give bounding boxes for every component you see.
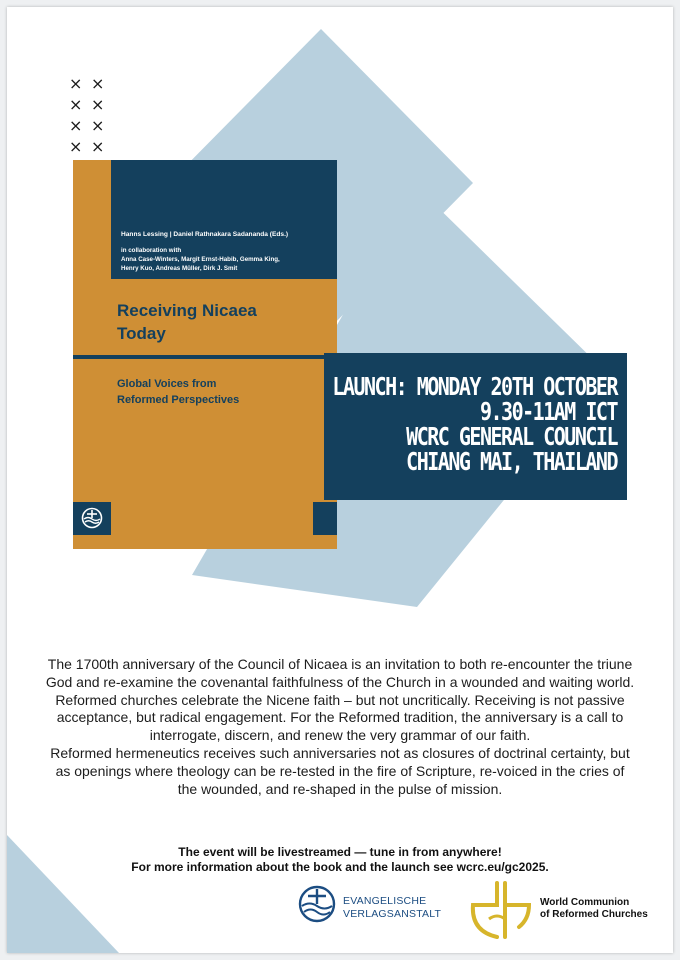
launch-location: CHIANG MAI, THAILAND	[406, 446, 617, 476]
body-text	[45, 656, 635, 798]
x-mark-icon: ×	[91, 137, 105, 156]
x-mark-icon: ×	[91, 74, 105, 93]
book-title-line: Receiving Nicaea	[117, 301, 257, 320]
x-mark-icon: ×	[69, 116, 83, 135]
event-info	[45, 845, 635, 875]
wcrc-logo-line: of Reformed Churches	[540, 909, 648, 920]
launch-date: LAUNCH: MONDAY 20TH OCTOBER	[332, 371, 617, 401]
book-bottom-right-block	[313, 502, 337, 535]
book-collab-line: Anna Case-Winters, Margit Ernst-Habib, Gemma King,	[121, 256, 280, 263]
book-collaborators	[121, 246, 335, 273]
book-cover	[73, 160, 337, 549]
x-mark-icon: ×	[69, 74, 83, 93]
launch-banner	[324, 353, 627, 500]
eva-logo-line: VERLAGSANSTALT	[343, 908, 442, 920]
x-mark-grid	[69, 73, 113, 157]
wcrc-logo-text	[540, 897, 673, 921]
x-mark-icon: ×	[91, 116, 105, 135]
more-info-note: For more information about the book and the launch see wcrc.eu/gc2025.	[131, 860, 549, 874]
book-title-line: Today	[117, 324, 166, 343]
launch-event: WCRC GENERAL COUNCIL	[406, 421, 617, 451]
book-editors: Hanns Lessing | Daniel Rathnakara Sadananda (Eds.)	[121, 231, 289, 238]
book-divider	[73, 355, 337, 359]
livestream-note: The event will be livestreamed — tune in from anywhere!	[178, 845, 502, 859]
book-bottom-left-block	[73, 502, 111, 535]
poster	[7, 7, 673, 953]
book-subtitle	[117, 376, 327, 408]
x-mark-icon: ×	[69, 95, 83, 114]
eva-logo-line: EVANGELISCHE	[343, 895, 427, 907]
x-mark-icon: ×	[69, 137, 83, 156]
eva-logo-icon	[297, 884, 337, 924]
book-title	[117, 299, 327, 345]
wcrc-logo-icon	[467, 879, 533, 941]
book-collab-intro: in collaboration with	[121, 247, 182, 254]
x-mark-icon: ×	[91, 95, 105, 114]
book-collab-line: Henry Kuo, Andreas Müller, Dirk J. Smit	[121, 265, 238, 272]
wcrc-logo-line: World Communion	[540, 897, 630, 908]
body-paragraph: The 1700th anniversary of the Council of Nicaea is an invitation to both re-encounter the triune God and re-examine the covenantal faithfulness of the Church in a wounded and waiting world.	[45, 656, 635, 690]
book-subtitle-line: Global Voices from	[117, 378, 217, 390]
eva-logo-text	[343, 895, 453, 921]
launch-time: 9.30-11AM ICT	[479, 396, 617, 426]
body-paragraph: Reformed hermeneutics receives such anniversaries not as closures of doctrinal certainty, but as openings where theology can be re-tested in the fire of Scripture, re-voiced in the cries of the wounded, and re-shaped in the pulse of mission.	[50, 744, 630, 797]
eva-publisher-icon	[81, 507, 103, 529]
body-paragraph: Reformed churches celebrate the Nicene faith – but not uncritically. Receiving is not passive acceptance, but radical engagement. For the Reformed tradition, the anniversary is a call to interrogate, discern, and renew the very grammar of our faith.	[55, 691, 625, 744]
book-subtitle-line: Reformed Perspectives	[117, 394, 240, 406]
